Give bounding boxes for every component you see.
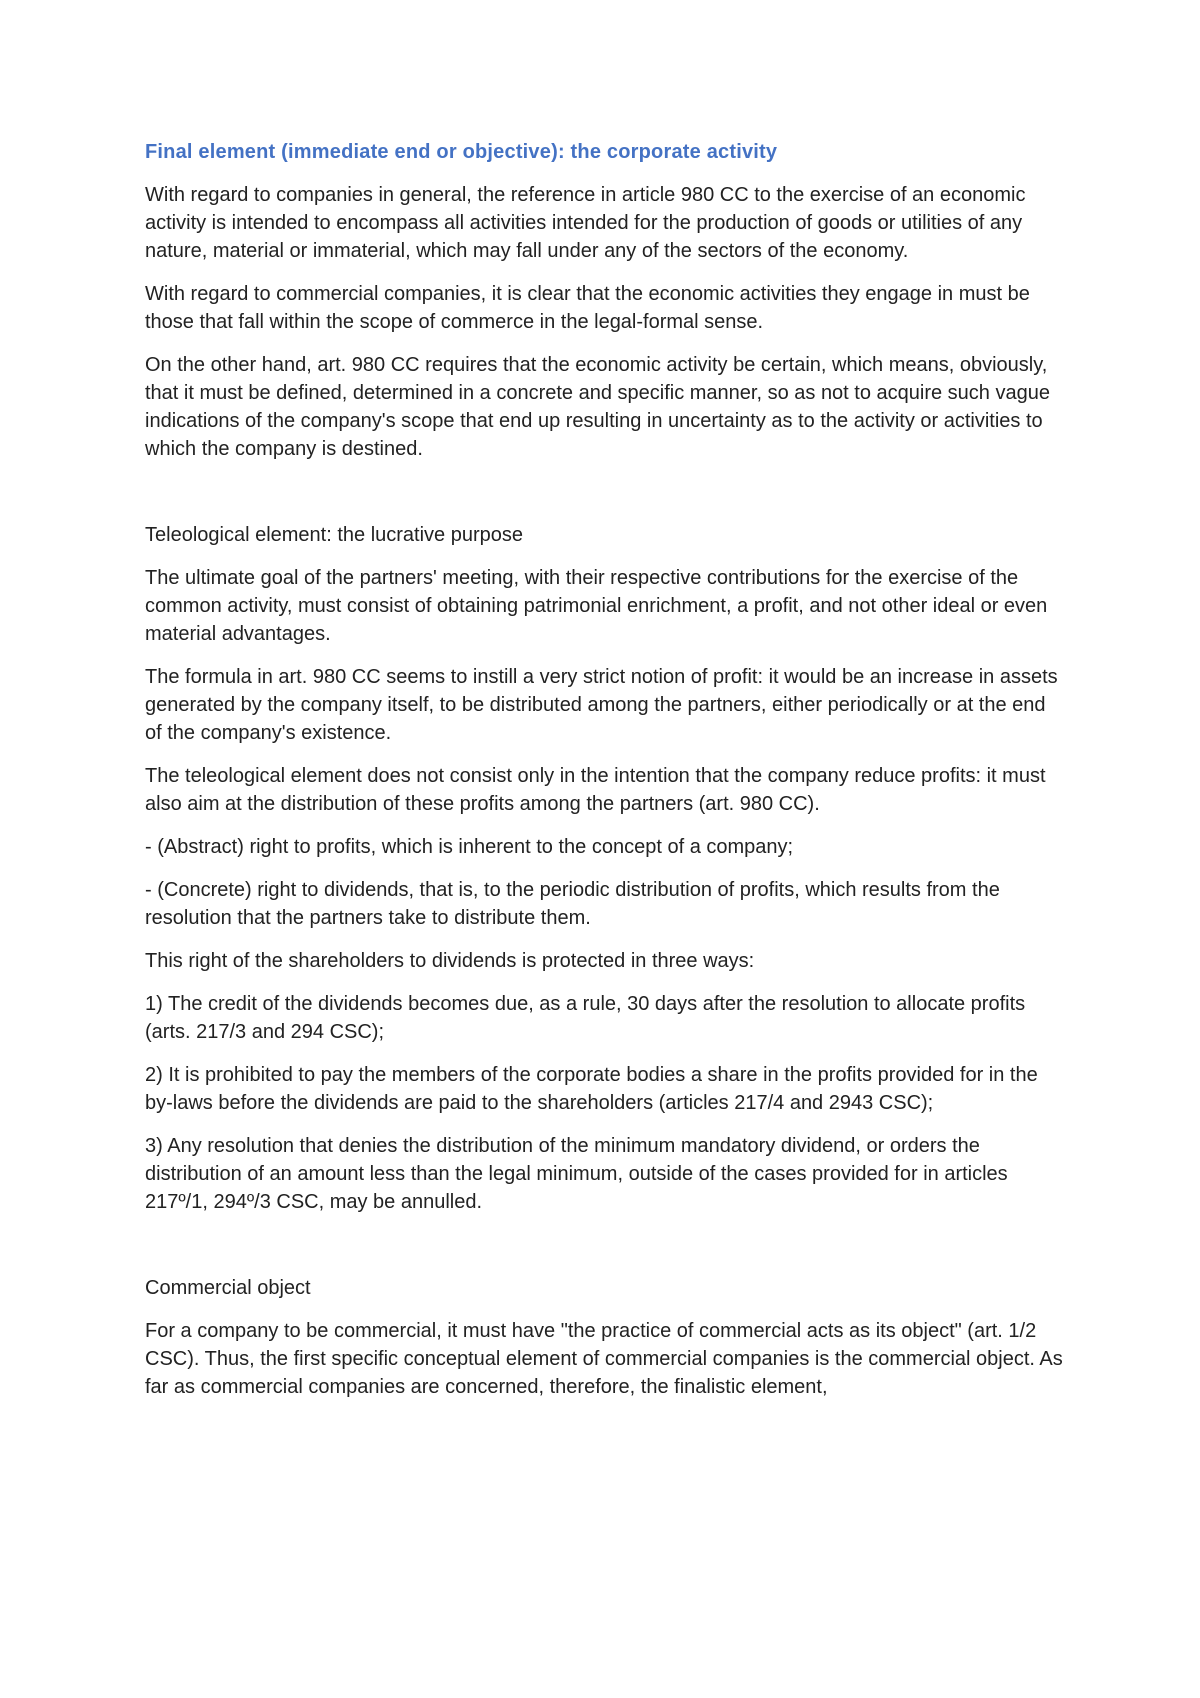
list-item: - (Abstract) right to profits, which is inherent to the concept of a company; (145, 836, 794, 858)
paragraph: The ultimate goal of the partners' meeting, with their respective contributions for the exercise of the common activity, must consist of obtaining patrimonial enrichment, a profit, and not other ideal or even material advantages. (145, 567, 1048, 645)
paragraph: The teleological element does not consist only in the intention that the company reduce profits: it must also aim at the distribution of these profits among the partners (art. 980 CC). (145, 765, 1046, 815)
paragraph: The formula in art. 980 CC seems to instill a very strict notion of profit: it would be an increase in assets generated by the company itself, to be distributed among the partners, either periodically or at the end of the company's existence. (145, 666, 1058, 744)
paragraph: On the other hand, art. 980 CC requires that the economic activity be certain, which means, obviously, that it must be defined, determined in a concrete and specific manner, so as not to acquire such vague indications of the company's scope that end up resulting in uncertainty as to the activity or activities to which the company is destined. (145, 354, 1050, 460)
paragraph: With regard to commercial companies, it is clear that the economic activities they engage in must be those that fall within the scope of commerce in the legal-formal sense. (145, 283, 1030, 333)
paragraph: For a company to be commercial, it must have "the practice of commercial acts as its object" (art. 1/2 CSC). Thus, the first specific conceptual element of commercial companies is the commercial object. As far as commercial companies are concerned, therefore, the finalistic element, (145, 1320, 1063, 1398)
paragraph: With regard to companies in general, the reference in article 980 CC to the exercise of an economic activity is intended to encompass all activities intended for the production of goods or utilities of any nature, material or immaterial, which may fall under any of the sectors of the economy. (145, 184, 1026, 262)
list-item: - (Concrete) right to dividends, that is, to the periodic distribution of profits, which results from the resolution that the partners take to distribute them. (145, 879, 1000, 929)
numbered-item: 2) It is prohibited to pay the members of the corporate bodies a share in the profits provided for in the by-laws before the dividends are paid to the shareholders (articles 217/4 and 2943 CSC); (145, 1064, 1038, 1114)
section-heading-corporate-activity: Final element (immediate end or objective): the corporate activity (145, 141, 778, 163)
paragraph: This right of the shareholders to dividends is protected in three ways: (145, 950, 755, 972)
section-spacer (145, 1231, 1065, 1274)
numbered-item: 3) Any resolution that denies the distribution of the minimum mandatory dividend, or orders the distribution of an amount less than the legal minimum, outside of the cases provided for in articles 217º/1, 294º/3 CSC, may be annulled. (145, 1135, 1008, 1213)
section-heading-commercial-object: Commercial object (145, 1277, 311, 1299)
section-heading-lucrative-purpose: Teleological element: the lucrative purpose (145, 524, 523, 546)
document-page (145, 138, 1065, 1416)
section-spacer (145, 478, 1065, 521)
numbered-item: 1) The credit of the dividends becomes due, as a rule, 30 days after the resolution to allocate profits (arts. 217/3 and 294 CSC); (145, 993, 1026, 1043)
